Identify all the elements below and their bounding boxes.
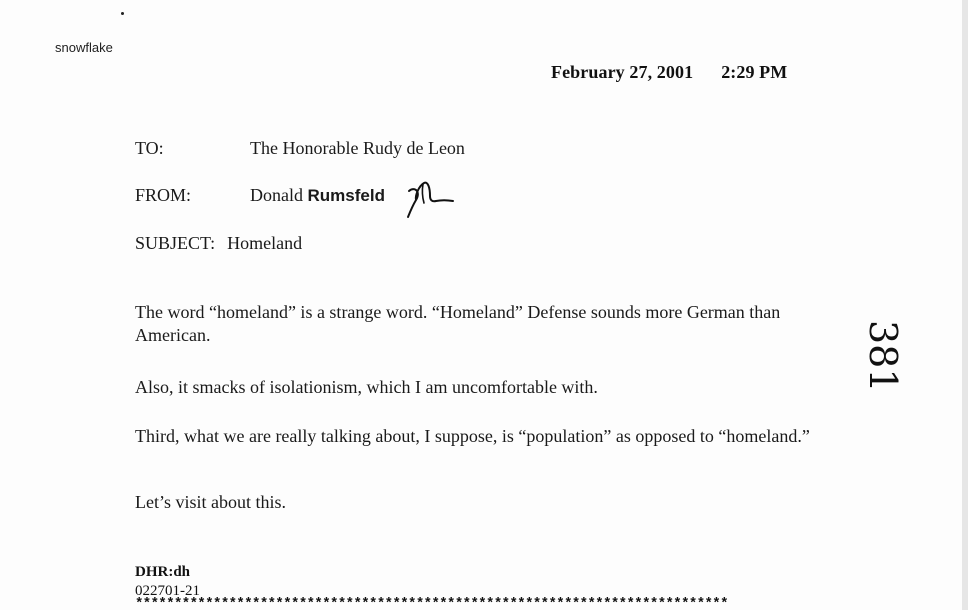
handwritten-page-number: 381 — [861, 320, 905, 393]
to-label: TO: — [135, 138, 164, 158]
speck-mark — [121, 12, 124, 15]
body-paragraph-1: The word “homeland” is a strange word. “Homeland” Defense sounds more German than American. — [135, 302, 781, 345]
snowflake-tag: snowflake — [55, 40, 113, 55]
subject-row — [135, 233, 302, 254]
subject-value: Homeland — [227, 233, 303, 253]
from-first-name: Donald — [250, 185, 303, 205]
document-number: 022701-21 — [135, 583, 200, 599]
to-value: The Honorable Rudy de Leon — [250, 138, 465, 158]
body-paragraph-4: Let’s visit about this. — [135, 492, 286, 512]
from-row — [135, 185, 385, 206]
author-initials: DHR:dh — [135, 564, 191, 580]
memo-time: 2:29 PM — [721, 62, 788, 82]
asterisk-separator: **************************************************************************** — [135, 596, 728, 610]
body-paragraph-3: Third, what we are really talking about, I suppose, is “population” as opposed to “homeland.” — [135, 426, 810, 446]
subject-label: SUBJECT: — [135, 233, 216, 253]
from-last-name: Rumsfeld — [307, 186, 385, 205]
from-value — [250, 185, 385, 206]
body-paragraph-2: Also, it smacks of isolationism, which I am uncomfortable with. — [135, 377, 598, 397]
memo-date: February 27, 2001 — [551, 62, 694, 82]
from-label: FROM: — [135, 185, 192, 205]
dateline — [551, 62, 787, 83]
to-row — [135, 138, 465, 159]
handwritten-initials-signature — [401, 170, 461, 220]
